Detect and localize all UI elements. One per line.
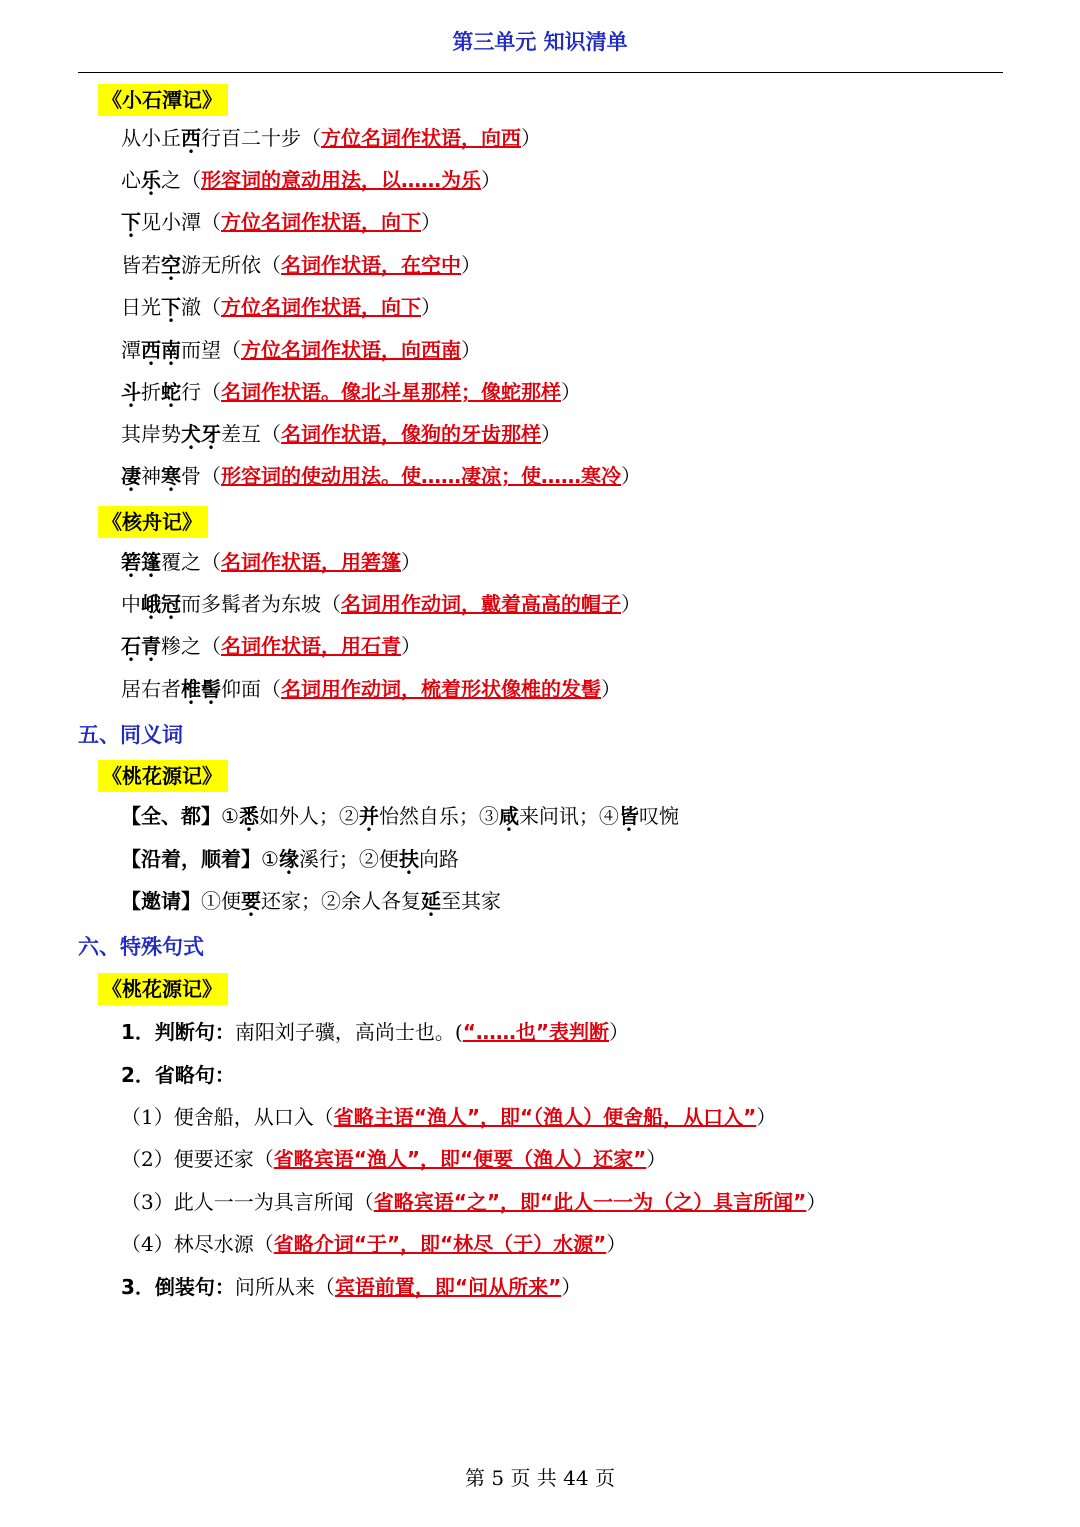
text: 行（: [181, 380, 221, 404]
list-item: [121, 675, 621, 703]
list-item: [121, 208, 441, 236]
text: ）: [646, 1147, 667, 1171]
text: 向路: [418, 847, 459, 871]
text: 日光: [121, 295, 161, 319]
text: 皆若: [121, 253, 161, 277]
emphasis-char: 椎: [181, 677, 201, 701]
emphasis-char: 寒: [161, 464, 181, 488]
list-item: [121, 293, 441, 321]
text: （4）林尽水源（: [121, 1232, 274, 1256]
list-item: [121, 166, 501, 194]
label: 【沿着，顺着】: [121, 847, 261, 871]
emphasis-char: 石: [121, 634, 141, 658]
emphasis-char: 峨: [141, 592, 161, 616]
tag-taohuayuan: 《桃花源记》: [98, 973, 228, 1005]
answer: 形容词的使动用法。使……凄凉；使……寒冷: [221, 464, 621, 488]
text: 行百二十步（: [201, 126, 321, 150]
text: 糁之（: [161, 634, 221, 658]
text: ）: [401, 550, 421, 574]
emphasis-char: 缘: [278, 847, 299, 871]
text: ）: [421, 210, 441, 234]
text: ）: [521, 126, 541, 150]
text: ）: [621, 592, 641, 616]
text: ）: [461, 253, 481, 277]
answer: 省略介词“于”，即“林尽（于）水源”: [273, 1232, 607, 1256]
text: ）: [621, 464, 641, 488]
emphasis-char: 西: [181, 126, 201, 150]
answer: 省略宾语“之”，即“此人一一为（之）具言所闻”: [373, 1190, 807, 1214]
text: 差互（: [221, 422, 281, 446]
text: 还家；②余人各复: [261, 889, 421, 913]
answer: 名词作状语。像北斗星那样；像蛇那样: [221, 380, 561, 404]
emphasis-char: 乐: [141, 168, 161, 192]
emphasis-char: 篷: [141, 550, 161, 574]
text: （2）便要还家（: [121, 1147, 274, 1171]
page-header-title: 第三单元 知识清单: [452, 30, 628, 54]
text: 神: [141, 464, 161, 488]
text: 澈（: [181, 295, 221, 319]
emphasis-char: 西: [141, 338, 161, 362]
text: 问所从来（: [234, 1275, 335, 1299]
emphasis-char: 咸: [498, 804, 519, 828]
text: 怡然自乐；③: [378, 804, 499, 828]
answer: 方位名词作状语，向西南: [241, 338, 461, 362]
answer: 方位名词作状语，向西: [321, 126, 521, 150]
text: ①: [261, 847, 279, 871]
text: ）: [609, 1020, 630, 1044]
list-item: [121, 548, 421, 576]
answer: 名词用作动词，梳着形状像椎的发髻: [281, 677, 601, 701]
emphasis-char: 皆: [618, 804, 639, 828]
list-item: [121, 1145, 666, 1173]
emphasis-char: 下: [121, 210, 141, 234]
text: 至其家: [441, 889, 501, 913]
emphasis-char: 凄: [121, 464, 141, 488]
text: 折: [141, 380, 161, 404]
list-item: [121, 1230, 626, 1258]
answer: 名词作状语，像狗的牙齿那样: [281, 422, 541, 446]
list-item: [121, 1018, 629, 1046]
list-item: [121, 124, 541, 152]
list-item: [121, 887, 501, 915]
section-heading-synonyms: 五、同义词: [78, 723, 183, 747]
list-item: [121, 632, 421, 660]
emphasis-char: 空: [161, 253, 181, 277]
page-number-footer: 第 5 页 共 44 页: [465, 1466, 615, 1490]
text: 游无所依（: [181, 253, 281, 277]
emphasis-char: 髻: [201, 677, 221, 701]
text: ）: [561, 1275, 582, 1299]
text: （1）便舍船，从口入（: [121, 1105, 334, 1129]
list-item: [121, 1273, 581, 1301]
answer: 省略主语“渔人”，即“（渔人）便舍船，从口入”: [333, 1105, 757, 1129]
list-item: [121, 251, 481, 279]
text: 从小丘: [121, 126, 181, 150]
text: ①便: [201, 889, 241, 913]
answer: 名词用作动词，戴着高高的帽子: [341, 592, 621, 616]
text: ）: [601, 677, 621, 701]
text: 潭: [121, 338, 141, 362]
emphasis-char: 延: [421, 889, 441, 913]
text: ）: [606, 1232, 627, 1256]
text: 如外人；②: [258, 804, 359, 828]
tag-hezhou: 《核舟记》: [98, 506, 208, 538]
answer: 名词作状语，用箬篷: [221, 550, 401, 574]
text: 叹惋: [638, 804, 679, 828]
text: ）: [421, 295, 441, 319]
emphasis-char: 要: [241, 889, 261, 913]
text: ）: [561, 380, 581, 404]
label: 3．倒装句：: [121, 1275, 235, 1299]
text: 仰面（: [221, 677, 281, 701]
text: 而多髯者为东坡（: [181, 592, 341, 616]
answer: 省略宾语“渔人”，即“便要（渔人）还家”: [273, 1147, 647, 1171]
text: 其岸势: [121, 422, 181, 446]
label: 1．判断句：: [121, 1020, 235, 1044]
list-item: [121, 336, 481, 364]
answer: 宾语前置，即“问从所来”: [334, 1275, 562, 1299]
emphasis-char: 牙: [201, 422, 221, 446]
text: 之（: [161, 168, 201, 192]
text: ）: [541, 422, 561, 446]
list-item: [121, 1103, 776, 1131]
text: 骨（: [181, 464, 221, 488]
text: 来问讯；④: [518, 804, 619, 828]
text: ）: [481, 168, 501, 192]
list-item: [121, 420, 561, 448]
text: ①: [221, 804, 239, 828]
answer: 方位名词作状语，向下: [221, 295, 421, 319]
text: ）: [756, 1105, 777, 1129]
answer: 名词作状语，在空中: [281, 253, 461, 277]
emphasis-char: 箬: [121, 550, 141, 574]
emphasis-char: 并: [358, 804, 379, 828]
emphasis-char: 青: [141, 634, 161, 658]
list-item: [121, 802, 679, 830]
answer: 方位名词作状语，向下: [221, 210, 421, 234]
text: ）: [461, 338, 481, 362]
list-item: [121, 1061, 235, 1089]
list-item: [121, 590, 641, 618]
text: 溪行；②便: [298, 847, 399, 871]
emphasis-char: 下: [161, 295, 181, 319]
label: 【邀请】: [121, 889, 201, 913]
answer: 形容词的意动用法，以……为乐: [201, 168, 481, 192]
list-item: [121, 462, 641, 490]
label: 【全、都】: [121, 804, 221, 828]
text: 中: [121, 592, 141, 616]
emphasis-char: 蛇: [161, 380, 181, 404]
text: 而望（: [181, 338, 241, 362]
emphasis-char: 冠: [161, 592, 181, 616]
emphasis-char: 扶: [398, 847, 419, 871]
text: 见小潭（: [141, 210, 221, 234]
answer: 名词作状语，用石青: [221, 634, 401, 658]
label: 2．省略句：: [121, 1063, 235, 1087]
answer: “……也”表判断: [462, 1020, 610, 1044]
emphasis-char: 悉: [238, 804, 259, 828]
text: 居右者: [121, 677, 181, 701]
tag-taohuayuan: 《桃花源记》: [98, 760, 228, 792]
text: 南阳刘子骥，高尚士也。(: [234, 1020, 463, 1044]
text: 心: [121, 168, 141, 192]
tag-xiaoshitan: 《小石潭记》: [98, 84, 228, 116]
list-item: [121, 378, 581, 406]
section-heading-special-sentences: 六、特殊句式: [78, 935, 204, 959]
text: （3）此人一一为具言所闻（: [121, 1190, 374, 1214]
emphasis-char: 南: [161, 338, 181, 362]
text: ）: [401, 634, 421, 658]
text: ）: [806, 1190, 827, 1214]
emphasis-char: 斗: [121, 380, 141, 404]
text: 覆之（: [161, 550, 221, 574]
emphasis-char: 犬: [181, 422, 201, 446]
list-item: [121, 845, 459, 873]
list-item: [121, 1188, 826, 1216]
header-rule: [78, 72, 1003, 73]
